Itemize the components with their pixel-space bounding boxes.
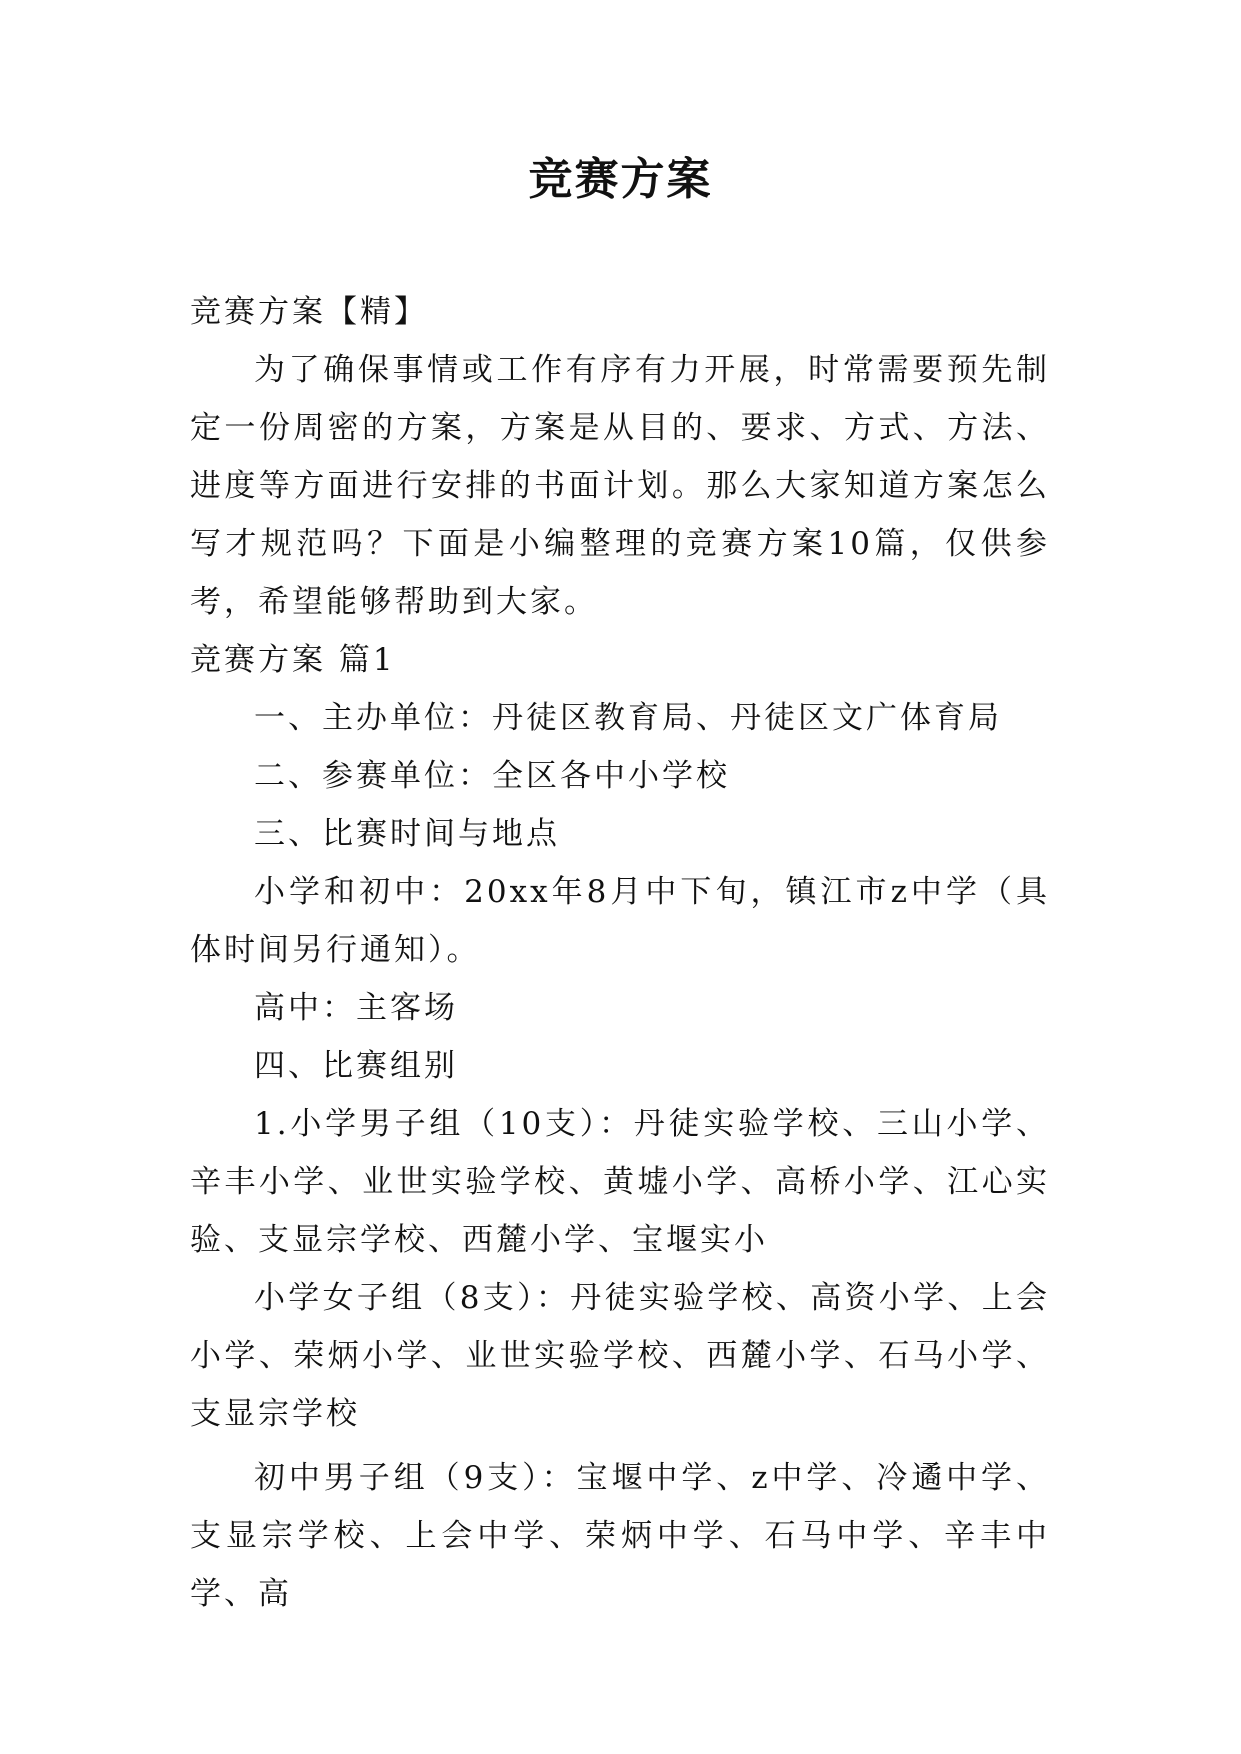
primary-middle-schedule: 小学和初中：20xx年8月中下旬，镇江市z中学（具体时间另行通知）。	[190, 874, 1050, 968]
document-title: 竞赛方案	[528, 154, 713, 205]
section-heading: 竞赛方案 篇1	[190, 642, 396, 678]
organizer-item: 一、主办单位：丹徒区教育局、丹徒区文广体育局	[254, 700, 1002, 736]
time-place-item: 三、比赛时间与地点	[254, 816, 560, 852]
primary-girls-group: 小学女子组（8支）：丹徒实验学校、高资小学、上会小学、荣炳小学、业世实验学校、西麓小学、石马小学、支显宗学校	[190, 1280, 1050, 1432]
middle-boys-group: 初中男子组（9支）：宝堰中学、z中学、冷遹中学、支显宗学校、上会中学、荣炳中学、石马中学、辛丰中学、高	[190, 1460, 1050, 1612]
high-school-schedule: 高中：主客场	[254, 990, 458, 1026]
primary-boys-group: 1.小学男子组（10支）：丹徒实验学校、三山小学、辛丰小学、业世实验学校、黄墟小学、高桥小学、江心实验、支显宗学校、西麓小学、宝堰实小	[190, 1106, 1050, 1258]
groups-item: 四、比赛组别	[254, 1048, 458, 1084]
document-heading: 竞赛方案【精】	[190, 294, 428, 330]
intro-paragraph: 为了确保事情或工作有序有力开展，时常需要预先制定一份周密的方案，方案是从目的、要求、方式、方法、进度等方面进行安排的书面计划。那么大家知道方案怎么写才规范吗？下面是小编整理的竞赛方案10篇，仅供参考，希望能够帮助到大家。	[190, 352, 1050, 620]
participants-item: 二、参赛单位：全区各中小学校	[254, 758, 730, 794]
document-body	[190, 283, 1050, 1623]
